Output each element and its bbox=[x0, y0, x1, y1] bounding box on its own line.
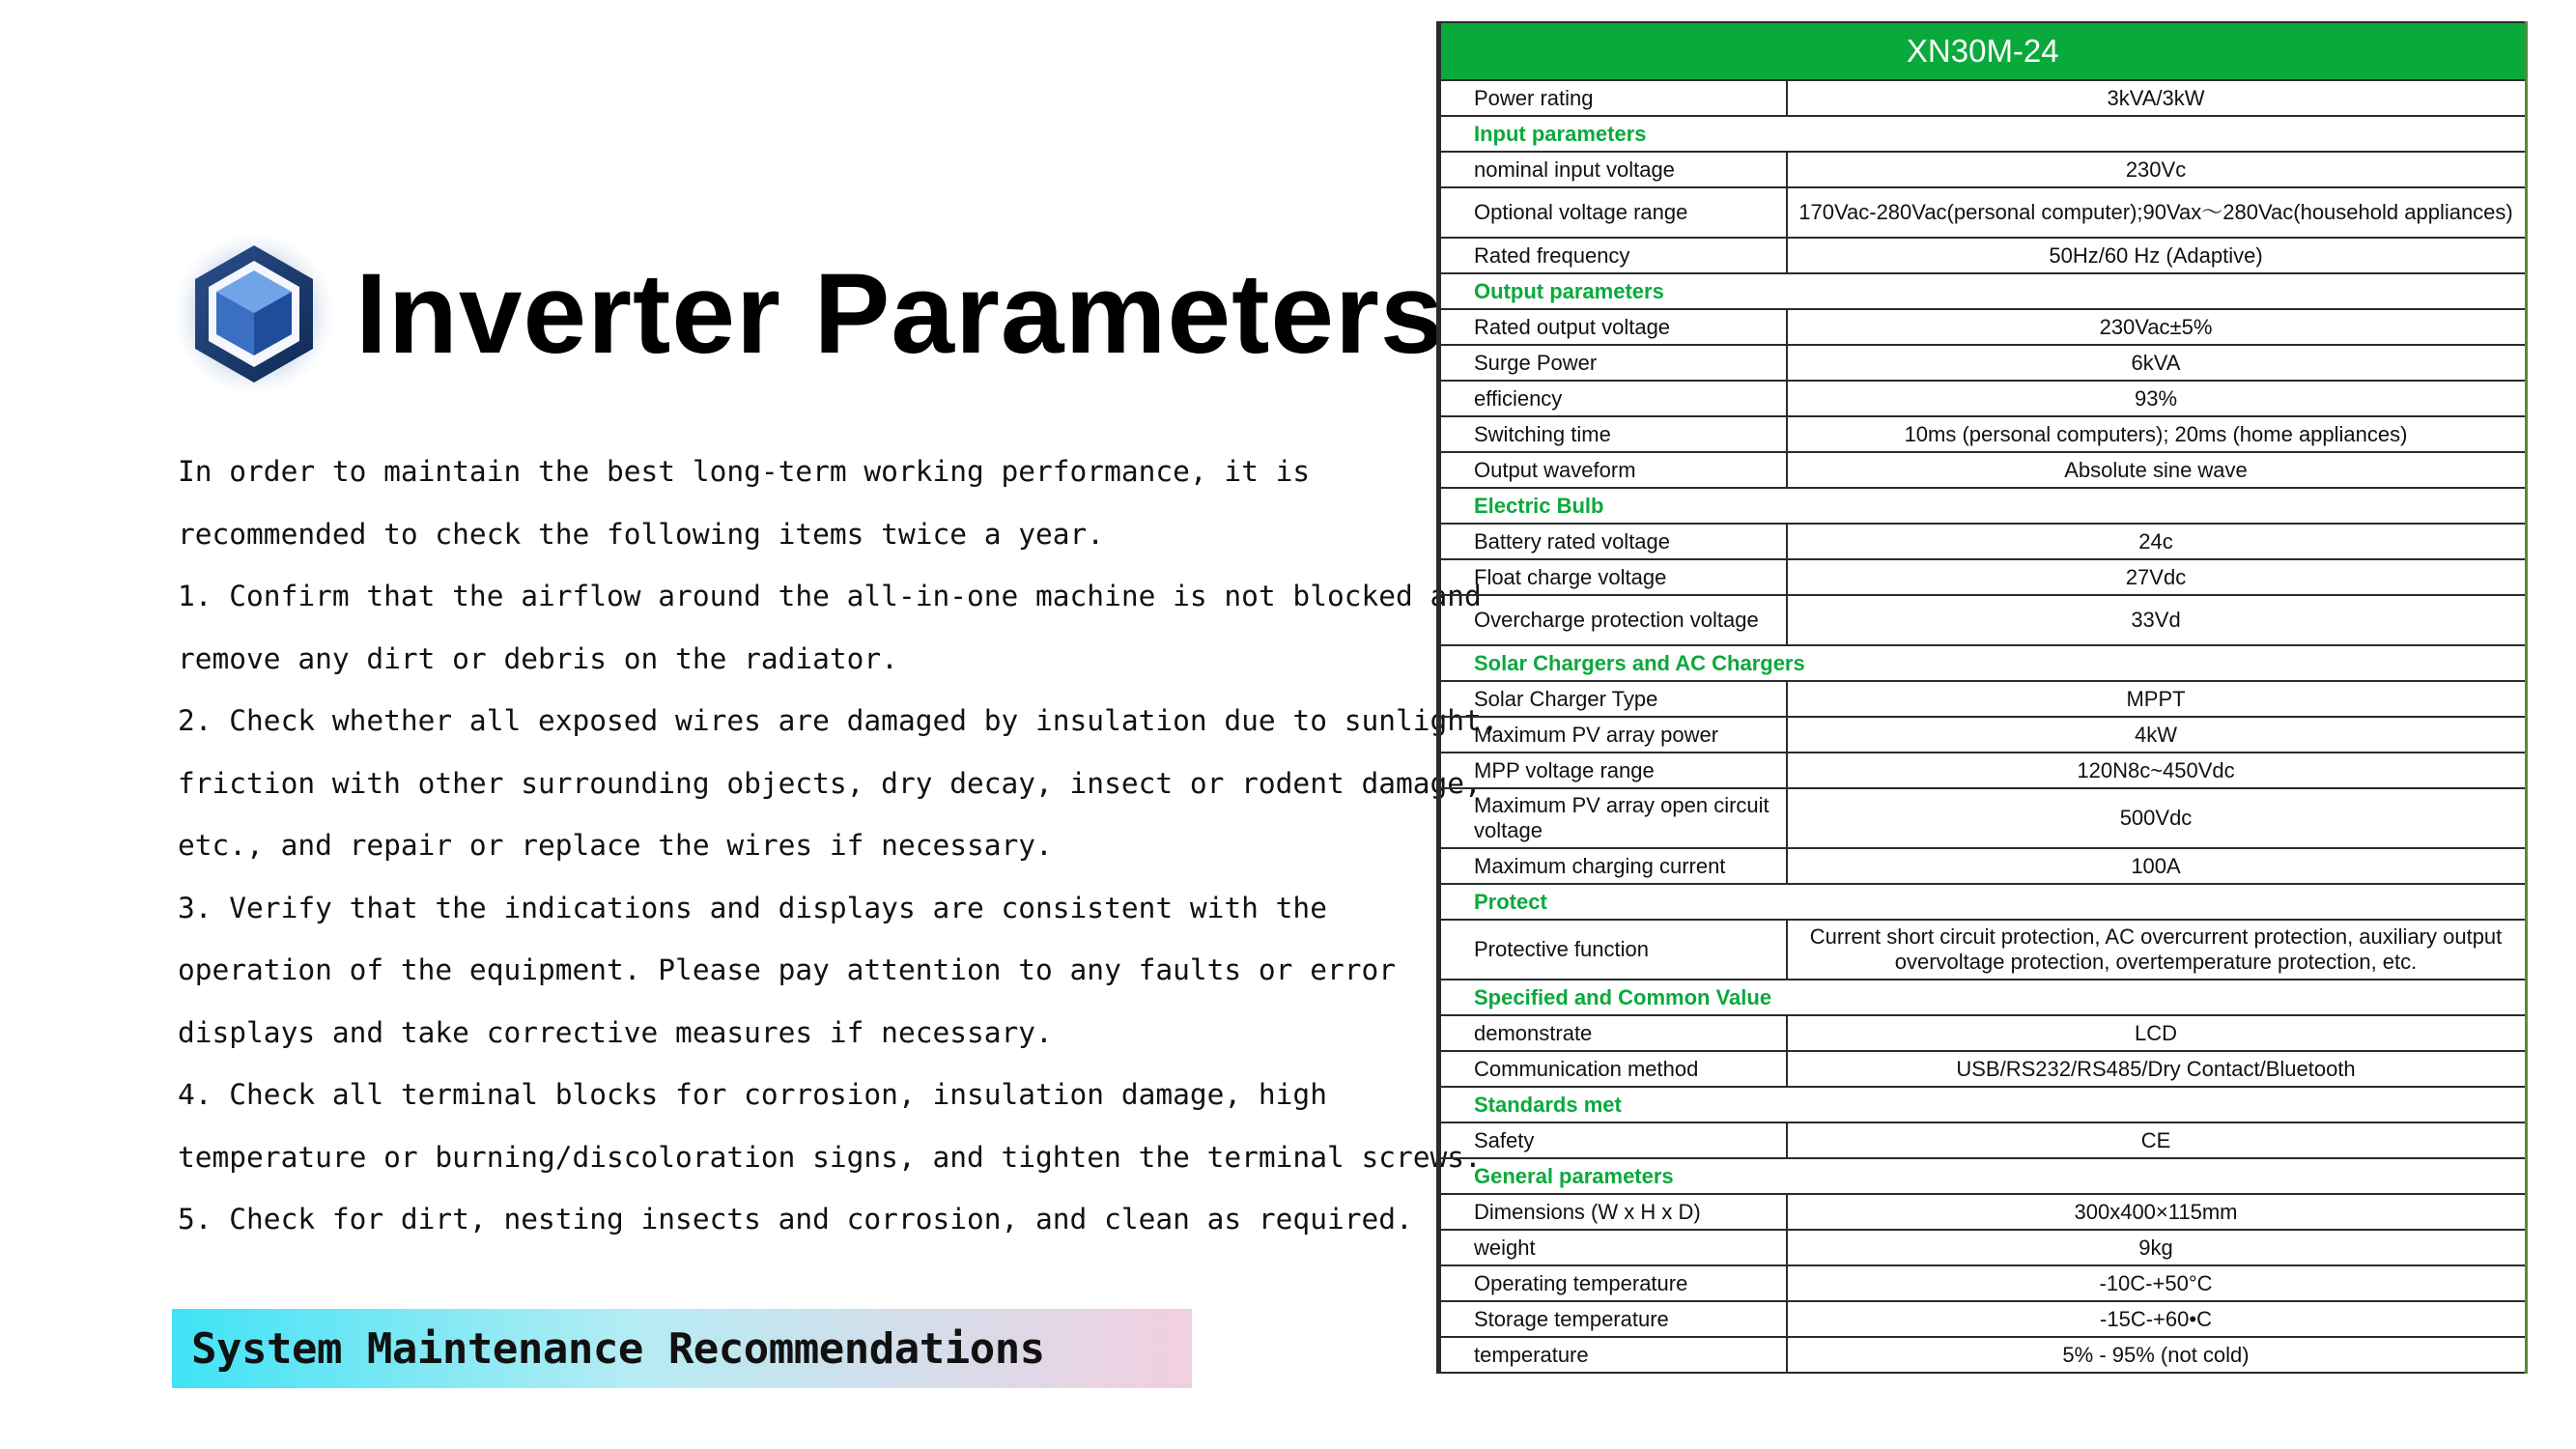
param-label: Safety bbox=[1439, 1122, 1787, 1158]
paragraph-line: temperature or burning/discoloration signs, and tighten the terminal screws. bbox=[178, 1140, 1482, 1174]
section-banner bbox=[172, 1309, 1192, 1388]
paragraph-line: 1. Confirm that the airflow around the all-in-one machine is not blocked and bbox=[178, 580, 1482, 612]
param-label: Switching time bbox=[1439, 416, 1787, 452]
param-value: LCD bbox=[1787, 1015, 2529, 1051]
param-label: Output waveform bbox=[1439, 452, 1787, 488]
table-row bbox=[1439, 1122, 2529, 1158]
table-row bbox=[1439, 1265, 2529, 1301]
table-header-row bbox=[1439, 22, 2529, 80]
table-row bbox=[1439, 848, 2529, 884]
section-label: Protect bbox=[1439, 884, 2529, 920]
param-label: Rated output voltage bbox=[1439, 309, 1787, 345]
param-value: 4kW bbox=[1787, 717, 2529, 753]
param-label: weight bbox=[1439, 1230, 1787, 1265]
param-label: MPP voltage range bbox=[1439, 753, 1787, 788]
param-label: Power rating bbox=[1439, 80, 1787, 116]
hexagon-cube-icon bbox=[172, 232, 336, 396]
table-row bbox=[1439, 187, 2529, 238]
table-row bbox=[1439, 1301, 2529, 1337]
param-label: Overcharge protection voltage bbox=[1439, 595, 1787, 645]
param-value: 33Vd bbox=[1787, 595, 2529, 645]
table-row bbox=[1439, 681, 2529, 717]
section-row bbox=[1439, 488, 2529, 524]
section-label: Output parameters bbox=[1439, 273, 2529, 309]
table-row bbox=[1439, 309, 2529, 345]
param-value: 300x400×115mm bbox=[1787, 1194, 2529, 1230]
section-label: Standards met bbox=[1439, 1087, 2529, 1122]
param-value: 170Vac-280Vac(personal computer);90Vax～280Vac(household appliances) bbox=[1787, 187, 2529, 238]
table-row bbox=[1439, 238, 2529, 273]
spec-table-container bbox=[1436, 21, 2528, 1449]
section-label: Specified and Common Value bbox=[1439, 980, 2529, 1015]
param-value: 50Hz/60 Hz (Adaptive) bbox=[1787, 238, 2529, 273]
section-label: Solar Chargers and AC Chargers bbox=[1439, 645, 2529, 681]
table-row bbox=[1439, 717, 2529, 753]
section-row bbox=[1439, 273, 2529, 309]
param-value: 9kg bbox=[1787, 1230, 2529, 1265]
section-row bbox=[1439, 884, 2529, 920]
table-row bbox=[1439, 1337, 2529, 1373]
paragraph-line: remove any dirt or debris on the radiator. bbox=[178, 641, 898, 675]
table-row bbox=[1439, 345, 2529, 381]
paragraph-line: etc., and repair or replace the wires if necessary. bbox=[178, 829, 1053, 862]
param-value: 24c bbox=[1787, 524, 2529, 559]
paragraph-line: operation of the equipment. Please pay attention to any faults or error bbox=[178, 953, 1396, 986]
param-label: Dimensions (W x H x D) bbox=[1439, 1194, 1787, 1230]
param-value: MPPT bbox=[1787, 681, 2529, 717]
paragraph-line: friction with other surrounding objects, dry decay, insect or rodent damage, bbox=[178, 766, 1482, 800]
param-label: nominal input voltage bbox=[1439, 152, 1787, 187]
table-row bbox=[1439, 152, 2529, 187]
param-value: CE bbox=[1787, 1122, 2529, 1158]
paragraph-line: 4. Check all terminal blocks for corrosion, insulation damage, high bbox=[178, 1078, 1327, 1111]
title-area bbox=[172, 232, 1445, 396]
param-value: 230Vac±5% bbox=[1787, 309, 2529, 345]
paragraph-line: displays and take corrective measures if necessary. bbox=[178, 1015, 1053, 1049]
paragraph-line: 2. Check whether all exposed wires are damaged by insulation due to sunlight, bbox=[178, 704, 1499, 737]
param-value: Current short circuit protection, AC overcurrent protection, auxiliary output overvoltage protection, overtemperature protection, etc. bbox=[1787, 920, 2529, 980]
param-value: 230Vc bbox=[1787, 152, 2529, 187]
table-row bbox=[1439, 1015, 2529, 1051]
section-row bbox=[1439, 980, 2529, 1015]
table-row bbox=[1439, 559, 2529, 595]
param-value: 500Vdc bbox=[1787, 788, 2529, 848]
param-value: -15C-+60•C bbox=[1787, 1301, 2529, 1337]
section-row bbox=[1439, 1087, 2529, 1122]
param-label: Storage temperature bbox=[1439, 1301, 1787, 1337]
param-label: Surge Power bbox=[1439, 345, 1787, 381]
table-row bbox=[1439, 1230, 2529, 1265]
table-row bbox=[1439, 1194, 2529, 1230]
section-label: Electric Bulb bbox=[1439, 488, 2529, 524]
param-label: Protective function bbox=[1439, 920, 1787, 980]
paragraph-line: 5. Check for dirt, nesting insects and corrosion, and clean as required. bbox=[178, 1203, 1413, 1236]
spec-table bbox=[1436, 21, 2528, 1374]
paragraph-line: In order to maintain the best long-term working performance, it is bbox=[178, 455, 1311, 488]
table-row bbox=[1439, 595, 2529, 645]
table-row bbox=[1439, 920, 2529, 980]
param-value: 27Vdc bbox=[1787, 559, 2529, 595]
page-title: Inverter Parameters bbox=[355, 250, 1445, 378]
param-label: Optional voltage range bbox=[1439, 187, 1787, 238]
paragraph-line: 3. Verify that the indications and displays are consistent with the bbox=[178, 891, 1327, 924]
param-value: Absolute sine wave bbox=[1787, 452, 2529, 488]
param-label: Rated frequency bbox=[1439, 238, 1787, 273]
param-label: Solar Charger Type bbox=[1439, 681, 1787, 717]
section-row bbox=[1439, 116, 2529, 152]
table-row bbox=[1439, 452, 2529, 488]
table-row bbox=[1439, 753, 2529, 788]
param-label: Float charge voltage bbox=[1439, 559, 1787, 595]
param-label: Maximum PV array power bbox=[1439, 717, 1787, 753]
section-row bbox=[1439, 1158, 2529, 1194]
table-row bbox=[1439, 381, 2529, 416]
section-row bbox=[1439, 645, 2529, 681]
section-label: Input parameters bbox=[1439, 116, 2529, 152]
param-label: Maximum PV array open circuit voltage bbox=[1439, 788, 1787, 848]
table-row bbox=[1439, 416, 2529, 452]
param-value: 10ms (personal computers); 20ms (home appliances) bbox=[1787, 416, 2529, 452]
banner-label: System Maintenance Recommendations bbox=[191, 1323, 1045, 1374]
param-label: temperature bbox=[1439, 1337, 1787, 1373]
param-value: 3kVA/3kW bbox=[1787, 80, 2529, 116]
param-label: Operating temperature bbox=[1439, 1265, 1787, 1301]
param-label: efficiency bbox=[1439, 381, 1787, 416]
param-value: -10C-+50°C bbox=[1787, 1265, 2529, 1301]
paragraph-line: recommended to check the following items twice a year. bbox=[178, 517, 1105, 551]
table-row bbox=[1439, 788, 2529, 848]
table-row bbox=[1439, 1051, 2529, 1087]
param-label: Maximum charging current bbox=[1439, 848, 1787, 884]
model-header: XN30M-24 bbox=[1439, 22, 2529, 80]
param-value: 120N8c~450Vdc bbox=[1787, 753, 2529, 788]
maintenance-text bbox=[178, 440, 1499, 1251]
table-row bbox=[1439, 80, 2529, 116]
param-value: 93% bbox=[1787, 381, 2529, 416]
param-label: Battery rated voltage bbox=[1439, 524, 1787, 559]
param-value: USB/RS232/RS485/Dry Contact/Bluetooth bbox=[1787, 1051, 2529, 1087]
param-value: 5% - 95% (not cold) bbox=[1787, 1337, 2529, 1373]
param-label: demonstrate bbox=[1439, 1015, 1787, 1051]
param-label: Communication method bbox=[1439, 1051, 1787, 1087]
section-label: General parameters bbox=[1439, 1158, 2529, 1194]
spec-table-body bbox=[1439, 80, 2529, 1373]
table-row bbox=[1439, 524, 2529, 559]
param-value: 6kVA bbox=[1787, 345, 2529, 381]
param-value: 100A bbox=[1787, 848, 2529, 884]
